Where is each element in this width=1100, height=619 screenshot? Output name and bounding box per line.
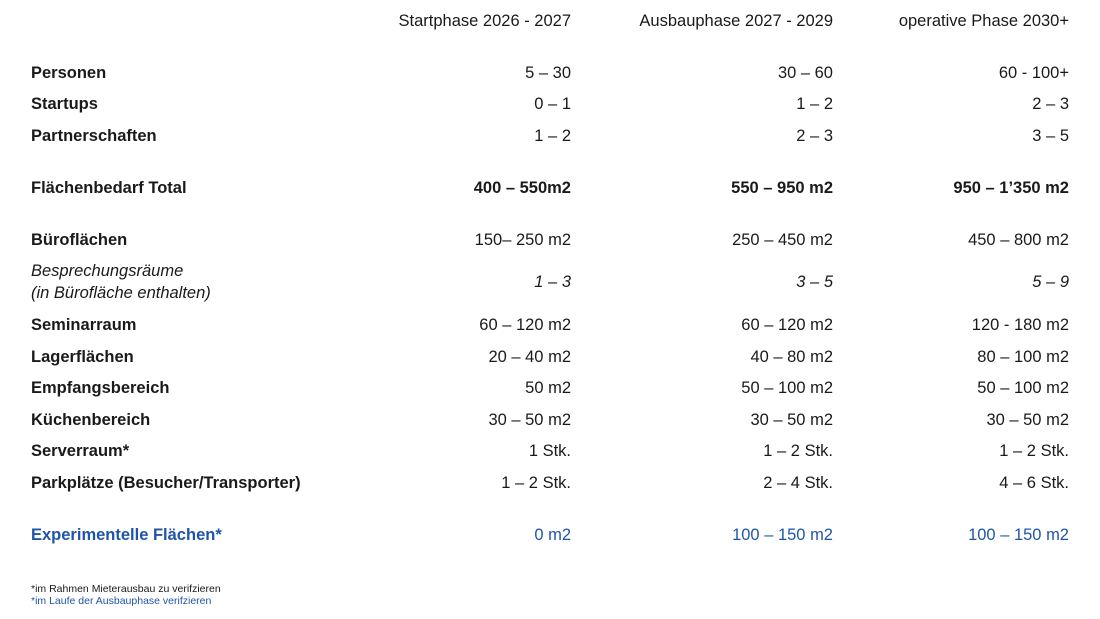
row-label-seminarraum: Seminarraum [31, 316, 137, 334]
row-label-parkplaetze: Parkplätze (Besucher/Transporter) [31, 474, 301, 492]
cell-seminarraum-operativ: 120 - 180 m2 [971, 316, 1069, 334]
cell-personen-operativ: 60 - 100+ [998, 64, 1069, 82]
cell-kuechenbereich-operativ: 30 – 50 m2 [986, 411, 1069, 429]
cell-seminarraum-start: 60 – 120 m2 [479, 316, 571, 334]
cell-empfangsbereich-operativ: 50 – 100 m2 [977, 379, 1069, 397]
cell-parkplaetze-start: 1 – 2 Stk. [501, 474, 571, 492]
cell-partnerschaften-start: 1 – 2 [534, 127, 571, 145]
cell-parkplaetze-ausbau: 2 – 4 Stk. [763, 474, 833, 492]
row-label-startups: Startups [31, 95, 98, 113]
cell-partnerschaften-operativ: 3 – 5 [1032, 127, 1069, 145]
cell-seminarraum-ausbau: 60 – 120 m2 [741, 316, 833, 334]
row-label-kuechenbereich: Küchenbereich [31, 411, 151, 429]
row-label-empfangsbereich: Empfangsbereich [31, 379, 170, 397]
cell-flaechenbedarf-operativ: 950 – 1’350 m2 [953, 179, 1069, 197]
cell-experimentelle-operativ: 100 – 150 m2 [968, 526, 1069, 544]
cell-serverraum-ausbau: 1 – 2 Stk. [763, 442, 833, 460]
cell-besprechungsraeume-ausbau: 3 – 5 [796, 273, 833, 291]
cell-bueroflaechen-operativ: 450 – 800 m2 [968, 231, 1069, 249]
header-operative-phase: operative Phase 2030+ [898, 12, 1069, 30]
cell-startups-start: 0 – 1 [534, 95, 571, 113]
cell-experimentelle-ausbau: 100 – 150 m2 [732, 526, 833, 544]
cell-flaechenbedarf-ausbau: 550 – 950 m2 [731, 179, 833, 197]
cell-kuechenbereich-start: 30 – 50 m2 [488, 411, 571, 429]
cell-lagerflaechen-operativ: 80 – 100 m2 [977, 348, 1069, 366]
row-label-flaechenbedarf-total: Flächenbedarf Total [31, 179, 187, 197]
row-label-personen: Personen [31, 64, 107, 82]
cell-serverraum-start: 1 Stk. [528, 442, 571, 460]
cell-empfangsbereich-start: 50 m2 [525, 379, 571, 397]
cell-personen-start: 5 – 30 [525, 64, 571, 82]
cell-besprechungsraeume-operativ: 5 – 9 [1032, 273, 1069, 291]
row-label-lagerflaechen: Lagerflächen [31, 348, 134, 366]
header-ausbauphase: Ausbauphase 2027 - 2029 [639, 12, 833, 30]
header-startphase: Startphase 2026 - 2027 [398, 12, 571, 30]
cell-startups-ausbau: 1 – 2 [796, 95, 833, 113]
cell-experimentelle-start: 0 m2 [534, 526, 571, 544]
cell-lagerflaechen-ausbau: 40 – 80 m2 [750, 348, 833, 366]
cell-parkplaetze-operativ: 4 – 6 Stk. [999, 474, 1069, 492]
cell-empfangsbereich-ausbau: 50 – 100 m2 [741, 379, 833, 397]
footnote-mieterausbau: *im Rahmen Mieterausbau zu verifzieren [31, 583, 221, 595]
row-label-partnerschaften: Partnerschaften [31, 127, 157, 145]
row-label-experimentelle-flaechen: Experimentelle Flächen* [31, 526, 222, 544]
row-label-serverraum: Serverraum* [31, 442, 130, 460]
cell-bueroflaechen-ausbau: 250 – 450 m2 [732, 231, 833, 249]
cell-bueroflaechen-start: 150– 250 m2 [474, 231, 571, 249]
row-label-besprechungsraeume: Besprechungsräume (in Bürofläche enthalten) [31, 262, 211, 302]
cell-serverraum-operativ: 1 – 2 Stk. [999, 442, 1069, 460]
cell-partnerschaften-ausbau: 2 – 3 [796, 127, 833, 145]
cell-besprechungsraeume-start: 1 – 3 [534, 273, 571, 291]
row-label-bueroflaechen: Büroflächen [31, 231, 128, 249]
cell-personen-ausbau: 30 – 60 [777, 64, 833, 82]
footnote-ausbauphase: *im Laufe der Ausbauphase verifzieren [31, 595, 212, 607]
cell-startups-operativ: 2 – 3 [1032, 95, 1069, 113]
cell-kuechenbereich-ausbau: 30 – 50 m2 [750, 411, 833, 429]
cell-lagerflaechen-start: 20 – 40 m2 [488, 348, 571, 366]
cell-flaechenbedarf-start: 400 – 550m2 [473, 179, 571, 197]
